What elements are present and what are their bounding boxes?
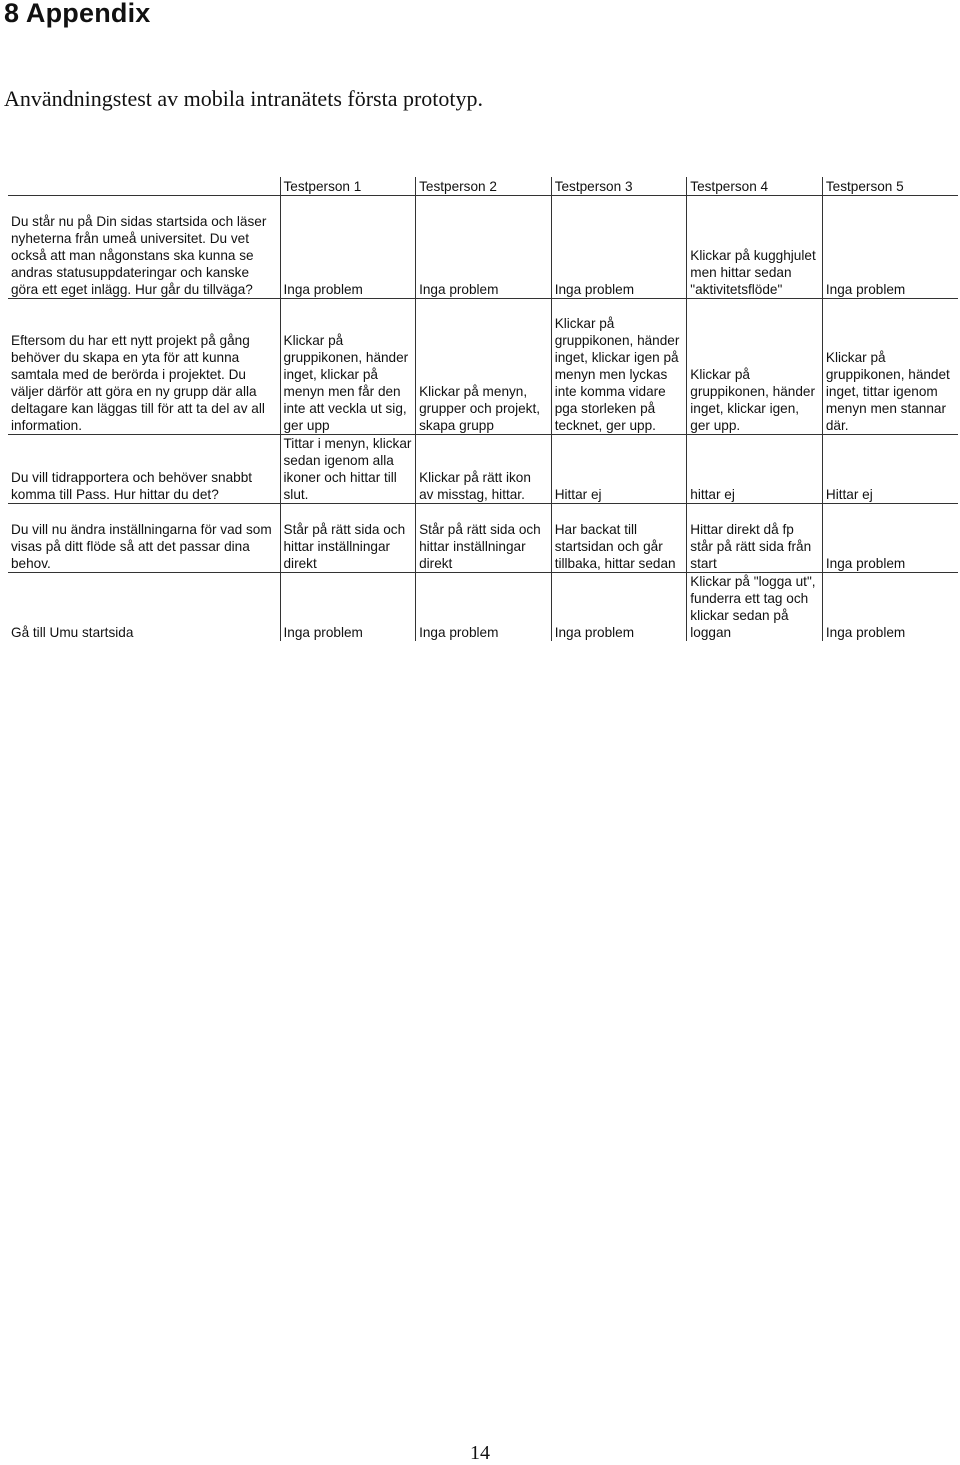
task-text: Eftersom du har ett nytt projekt på gång behöver du skapa en yta för att kunna samtala med de berörda i projektet. Du väljer därför att göra en ny grupp där alla deltagare kan läggas till för att ta del av all information. [11,333,265,433]
answer-text: Hittar ej [554,487,602,502]
answer-cell [280,504,416,573]
answer-cell [687,504,823,573]
table-row [8,573,958,642]
usability-test-table [8,177,958,641]
answer-cell [822,435,958,504]
answer-text: Tittar i menyn, klickar sedan igenom alla ikoner och hittar till slut. [283,436,412,502]
answer-cell [280,435,416,504]
answer-text: Inga problem [825,625,906,640]
answer-text: Klickar på gruppikonen, händer inget, klickar på menyn men får den inte att veckla ut sig, ger upp [283,333,409,433]
task-text: Gå till Umu startsida [11,625,134,640]
answer-cell [551,573,687,642]
task-cell [8,435,280,504]
task-cell [8,573,280,642]
answer-text: Klickar på "logga ut", funderra ett tag och klickar sedan på loggan [690,574,816,640]
answer-cell [280,196,416,299]
answer-text: Inga problem [419,282,499,297]
answer-cell [822,299,958,435]
answer-text: Har backat till startsidan och går tillbaka, hittar sedan [554,522,676,571]
answer-text: Inga problem [283,625,363,640]
answer-text: Står på rätt sida och hittar inställningar direkt [419,522,541,571]
answer-text: Klickar på menyn, grupper och projekt, skapa grupp [419,384,540,433]
answer-text: Klickar på kugghjulet men hittar sedan "aktivitetsflöde" [690,248,816,297]
answer-text: Klickar på rätt ikon av misstag, hittar. [419,470,531,502]
page-number: 14 [470,1442,490,1464]
answer-cell [551,504,687,573]
answer-cell [822,573,958,642]
answer-text: Inga problem [554,282,635,297]
answer-cell [687,196,823,299]
answer-cell [822,504,958,573]
answer-cell [280,299,416,435]
answer-text: hittar ej [690,487,735,502]
answer-text: Klickar på gruppikonen, händer inget, klickar igen på menyn men lyckas inte komma vidare pga storleken på tecknet, ger upp. [554,316,680,433]
appendix-subtitle: Användningstest av mobila intranätets första prototyp. [4,86,484,111]
task-text: Du står nu på Din sidas startsida och läser nyheterna från umeå universitet. Du vet också att man någonstans ska kunna se andras statusuppdateringar och kanske göra ett eget inlägg. Hur går du tillväga? [11,214,267,297]
task-text: Du vill nu ändra inställningarna för vad som visas på ditt flöde så att det passar dina behov. [11,522,272,571]
answer-text: Inga problem [825,282,906,297]
answer-cell [416,504,552,573]
answer-text: Klickar på gruppikonen, händet inget, tittar igenom menyn men stannar där. [825,350,950,433]
table-row [8,299,958,435]
answer-text: Inga problem [554,625,635,640]
task-text: Du vill tidrapportera och behöver snabbt komma till Pass. Hur hittar du det? [11,470,253,502]
answer-cell [687,299,823,435]
answer-text: Inga problem [825,556,906,571]
answer-cell [551,299,687,435]
header-testperson-1: Testperson 1 [280,177,416,196]
answer-text: Inga problem [283,282,363,297]
answer-cell [416,435,552,504]
answer-cell [416,299,552,435]
table-row [8,196,958,299]
appendix-heading: 8 Appendix [4,0,151,28]
table-header-row [8,177,958,196]
answer-text: Hittar direkt då fp står på rätt sida från start [690,522,812,571]
task-cell [8,504,280,573]
header-empty-cell [8,177,280,196]
answer-cell [551,196,687,299]
header-testperson-4: Testperson 4 [687,177,823,196]
answer-text: Klickar på gruppikonen, händer inget, klickar igen, ger upp. [690,367,815,433]
header-testperson-5: Testperson 5 [822,177,958,196]
answer-cell [551,435,687,504]
answer-text: Inga problem [419,625,499,640]
answer-cell [687,435,823,504]
header-testperson-3: Testperson 3 [551,177,687,196]
table-row [8,504,958,573]
header-testperson-2: Testperson 2 [416,177,552,196]
task-cell [8,196,280,299]
answer-cell [822,196,958,299]
answer-text: Hittar ej [825,487,873,502]
table-row [8,435,958,504]
task-cell [8,299,280,435]
answer-cell [416,196,552,299]
answer-cell [280,573,416,642]
answer-cell [416,573,552,642]
answer-cell [687,573,823,642]
answer-text: Står på rätt sida och hittar inställningar direkt [283,522,406,571]
